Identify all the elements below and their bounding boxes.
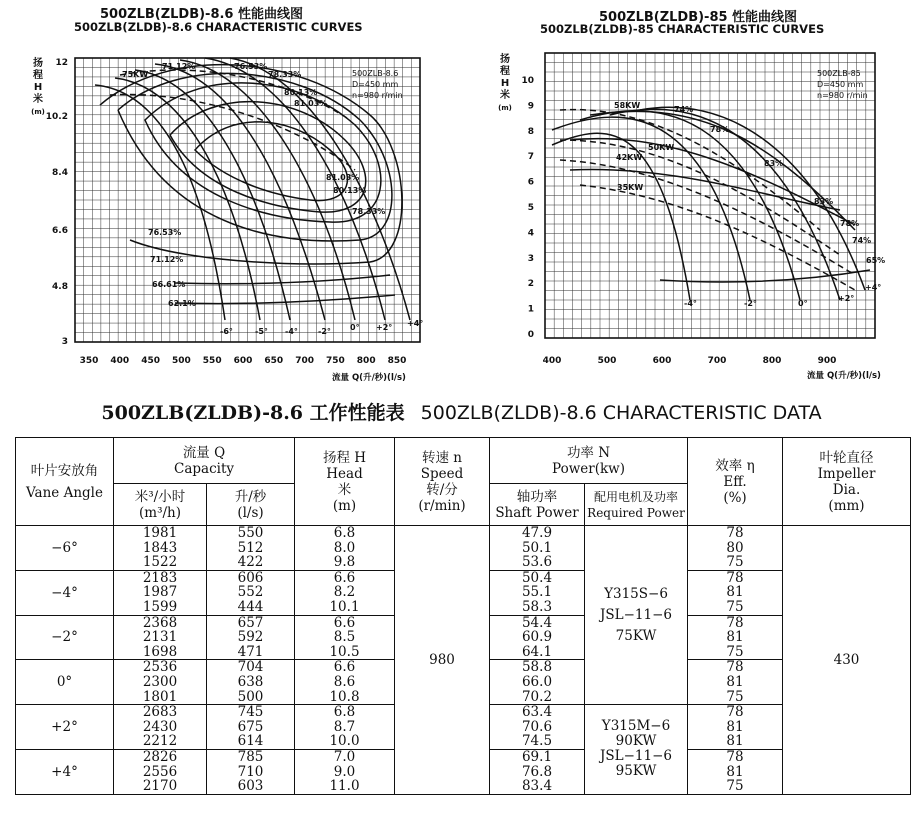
left-x-tick: 600 [233,356,253,366]
left-eff-label: 78.33% [268,70,302,79]
col-shaft-power: 轴功率 Shaft Power [490,484,585,526]
shaft-power-cell: 69.1 76.8 83.4 [490,749,585,794]
right-x-tick: 700 [707,356,727,366]
col-capacity: 流量 Q Capacity [114,438,295,484]
shaft-power-cell: 63.4 70.6 74.5 [490,705,585,750]
left-angle-label: -4° [285,327,298,336]
right-angle-label: -2° [744,299,757,308]
right-y-label-part: 程 [500,66,510,77]
right-x-tick: 800 [762,356,782,366]
right-y-tick: 2 [527,279,534,290]
vane-angle-cell: +4° [16,749,114,794]
table-title [0,398,923,425]
right-eff-label: 83% [814,197,834,206]
right-y-tick: 6 [527,177,534,188]
shaft-power-cell: 47.9 50.1 53.6 [490,526,585,571]
left-chart-y-label [31,56,45,116]
right-x-tick: 500 [597,356,617,366]
left-x-tick: 500 [172,356,191,366]
col-flow-ls: 升/秒 (l/s) [207,484,295,526]
left-eff-label: 66.61% [152,280,186,289]
right-y-label-part: 扬 [500,54,510,65]
left-x-tick: 800 [356,356,376,366]
efficiency-cell: 78 80 75 [688,526,783,571]
vane-angle-cell: 0° [16,660,114,705]
right-eff-label: 74% [674,105,694,114]
left-y-tick: 10.2 [45,112,68,122]
shaft-power-cell: 58.8 66.0 70.2 [490,660,585,705]
flow-ls-cell: 657 592 471 [207,615,295,660]
right-eff-label: 65% [866,256,886,265]
left-y-label-part: 扬 [33,58,43,69]
head-cell: 7.0 9.0 11.0 [295,749,395,794]
speed-cell: 980 [395,526,490,795]
left-angle-label: -5° [255,327,268,336]
vane-angle-cell: −2° [16,615,114,660]
flow-m3h-cell: 2826 2556 2170 [114,749,207,794]
left-x-tick: 750 [326,356,345,366]
right-chart-title-en: 500ZLB(ZLDB)-85 CHARACTERISTIC CURVES [540,22,825,36]
head-cell: 6.6 8.5 10.5 [295,615,395,660]
flow-m3h-cell: 1981 1843 1522 [114,526,207,571]
right-y-tick: 1 [527,304,534,315]
left-x-tick: 350 [79,356,99,366]
right-chart-x-label: 流量 Q(升/秒)(l/s) [807,371,881,381]
col-impeller: 叶轮直径 Impeller Dia. (mm) [783,438,911,526]
left-eff-label: 76.53% [148,228,182,237]
characteristic-data-table [15,437,911,795]
right-eff-label: 83% [764,159,784,168]
impeller-cell: 430 [783,526,911,795]
right-y-label-part: 米 [500,90,510,101]
right-legend-line: 500ZLB-85 [817,69,861,78]
left-eff-curve-66 [175,275,390,284]
right-eff-label: 78% [710,125,730,134]
left-y-tick: 12 [55,58,68,68]
head-cell: 6.8 8.0 9.8 [295,526,395,571]
col-head: 扬程 H Head 米 (m) [295,438,395,526]
left-eff-label: 71.12% [150,255,184,264]
left-legend-line: D=450 mm [352,80,399,89]
left-angle-label: +4° [407,319,424,328]
right-y-tick: 7 [527,152,534,163]
left-y-tick: 4.8 [52,282,68,292]
flow-m3h-cell: 2683 2430 2212 [114,705,207,750]
right-y-tick: 5 [527,203,534,213]
right-y-tick: 3 [527,253,534,264]
head-cell: 6.6 8.6 10.8 [295,660,395,705]
left-legend-line: 500ZLB-8.6 [352,69,399,78]
left-chart-title-cn: 500ZLB(ZLDB)-8.6 性能曲线图 [100,7,303,22]
flow-ls-cell: 550 512 422 [207,526,295,571]
col-speed: 转速 n Speed 转/分 (r/min) [395,438,490,526]
table-row [16,526,911,571]
right-chart-labels [614,101,885,308]
table-body [16,526,911,795]
left-eff-label: 80.13% [284,88,318,97]
left-angle-label: +2° [376,323,393,332]
col-flow-m3h: 米³/小时 (m³/h) [114,484,207,526]
right-chart-y-label [498,52,512,112]
left-x-tick: 700 [295,356,314,366]
right-y-tick: 8 [527,126,534,137]
right-legend-line: D=450 mm [817,80,864,89]
left-eff-label: 80.13% [333,186,367,195]
table-title-en: 500ZLB(ZLDB)-8.6 CHARACTERISTIC DATA [420,402,822,424]
left-eff-label: 76.53% [234,62,268,71]
left-y-tick: 6.6 [52,226,68,236]
efficiency-cell: 78 81 75 [688,615,783,660]
left-x-tick: 400 [110,356,130,366]
right-eff-label: 78% [840,219,860,228]
right-angle-label: +2° [838,294,855,303]
right-x-tick: 900 [817,356,837,366]
flow-ls-cell: 704 638 500 [207,660,295,705]
right-angle-label: +4° [865,283,882,292]
col-efficiency: 效率 η Eff. (%) [688,438,783,526]
required-power-cell-2: Y315M−6 90KW JSL−11−6 95KW [585,705,688,795]
left-power-label: 75KW [122,70,149,79]
efficiency-cell: 78 81 81 [688,705,783,750]
left-chart-title-en: 500ZLB(ZLDB)-8.6 CHARACTERISTIC CURVES [74,20,363,34]
flow-ls-cell: 785 710 603 [207,749,295,794]
left-x-tick: 850 [387,356,407,366]
col-power: 功率 N Power(kw) [490,438,688,484]
left-y-label-part: 米 [33,94,43,105]
col-vane-angle: 叶片安放角 Vane Angle [16,438,114,526]
right-x-tick: 400 [542,356,562,366]
left-eff-label: 81.03% [294,99,328,108]
left-x-tick: 550 [202,356,222,366]
right-power-label: 50KW [648,143,675,152]
right-eff-label: 74% [852,236,872,245]
vane-angle-cell: −6° [16,526,114,571]
right-legend-line: n=980 r/min [817,91,868,100]
vane-angle-cell: −4° [16,570,114,615]
shaft-power-cell: 54.4 60.9 64.1 [490,615,585,660]
left-angle-label: -6° [220,327,233,336]
vane-angle-cell: +2° [16,705,114,750]
left-y-label-part: 程 [33,70,43,81]
left-chart-x-label: 流量 Q(升/秒)(l/s) [332,373,406,383]
table-title-cn: 500ZLB(ZLDB)-8.6 工作性能表 [101,402,405,424]
left-eff-label: 78.33% [352,207,386,216]
left-chart [0,0,460,395]
required-power-cell-1: Y315S−6 JSL−11−6 75KW [585,526,688,705]
left-chart-legend [352,69,403,100]
flow-ls-cell: 745 675 614 [207,705,295,750]
left-eff-label: 81.03% [326,173,360,182]
right-power-label: 58KW [614,101,641,110]
left-y-tick: 3 [61,337,68,347]
right-x-tick: 600 [652,356,672,366]
right-chart [460,0,923,395]
head-cell: 6.8 8.7 10.0 [295,705,395,750]
right-chart-legend [817,69,868,100]
right-chart-title-cn: 500ZLB(ZLDB)-85 性能曲线图 [599,10,798,25]
right-y-tick: 4 [527,228,534,239]
flow-m3h-cell: 2183 1987 1599 [114,570,207,615]
left-x-tick: 650 [264,356,284,366]
right-y-tick: 10 [521,76,534,86]
col-required-power: 配用电机及功率 Required Power [585,484,688,526]
right-angle-label: -4° [684,299,697,308]
head-cell: 6.6 8.2 10.1 [295,570,395,615]
left-x-tick: 450 [141,356,160,366]
efficiency-cell: 78 81 75 [688,570,783,615]
efficiency-cell: 78 81 75 [688,660,783,705]
flow-m3h-cell: 2368 2131 1698 [114,615,207,660]
left-eff-label: 62.1% [168,299,196,308]
left-y-label-part: H [33,82,43,93]
right-power-label: 35KW [617,183,644,192]
shaft-power-cell: 50.4 55.1 58.3 [490,570,585,615]
right-y-tick: 0 [527,330,534,340]
right-y-tick: 9 [527,101,534,112]
left-y-tick: 8.4 [52,168,68,178]
left-legend-line: n=980 r/min [352,91,403,100]
efficiency-cell: 78 81 75 [688,749,783,794]
left-chart-grid [75,58,420,342]
left-angle-label: 0° [350,323,360,332]
right-power-label: 42KW [616,153,643,162]
left-eff-label: 71.12% [162,62,196,71]
flow-ls-cell: 606 552 444 [207,570,295,615]
left-angle-label: -2° [318,327,331,336]
left-y-label-part: (m) [31,108,45,116]
right-y-label-part: (m) [498,104,512,112]
flow-m3h-cell: 2536 2300 1801 [114,660,207,705]
right-y-label-part: H [500,78,510,89]
right-angle-label: 0° [798,299,808,308]
